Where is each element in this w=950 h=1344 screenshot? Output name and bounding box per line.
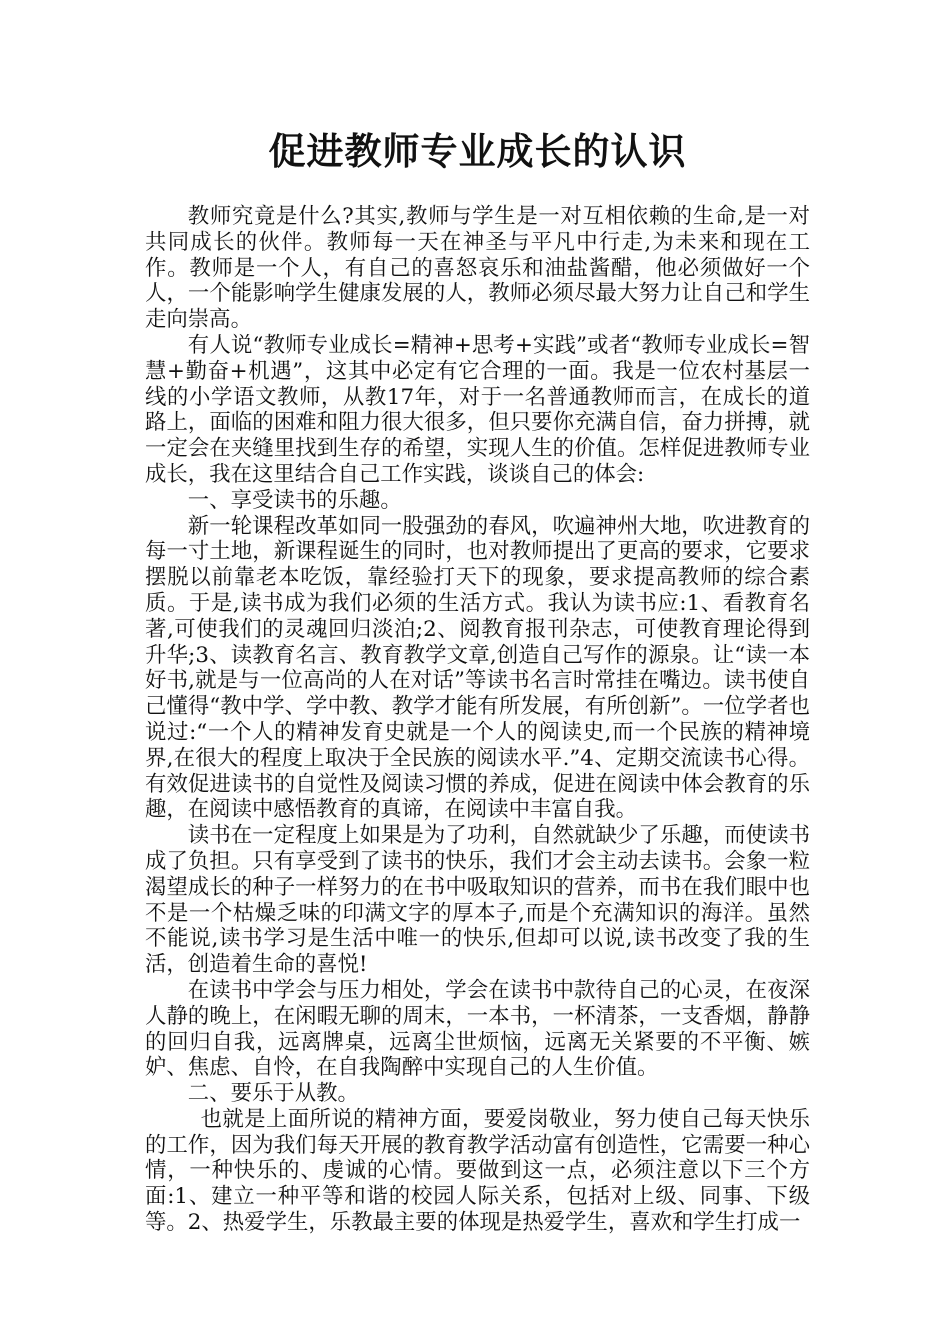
paragraph-opinion: 有人说“教师专业成长=精神+思考+实践”或者“教师专业成长=智慧+勤奋+机遇”，这其中必定有它合理的一面。我是一位农村基层一线的小学语文教师，从教17年，对于一名普通教师而言，在成长的道路上，面临的困难和阻力很大很多，但只要你充满自信，奋力拼搏，就一定会在夹缝里找到生存的希望，实现人生的价值。怎样促进教师专业成长，我在这里结合自己工作实践，谈谈自己的体会: xyxy=(145,332,810,487)
paragraph-reading-pressure: 在读书中学会与压力相处，学会在读书中款待自己的心灵，在夜深人静的晚上，在闲暇无聊的周末，一本书，一杯清茶，一支香烟，静静的回归自我，远离牌桌，远离尘世烦恼，远离无关紧要的不平衡、嫉妒、焦虑、自怜，在自我陶醉中实现自己的人生价值。 xyxy=(145,977,810,1081)
document-title: 促进教师专业成长的认识 xyxy=(268,130,687,173)
paragraph-reading-methods: 新一轮课程改革如同一股强劲的春风，吹遍神州大地，吹进教育的每一寸土地，新课程诞生的同时，也对教师提出了更高的要求，它要求摆脱以前靠老本吃饭，靠经验打天下的现象，要求提高教师的综合素质。于是,读书成为我们必须的生活方式。我认为读书应:1、看教育名著,可使我们的灵魂回归淡泊;2、阅教育报刊杂志，可使教育理论得到升华;3、读教育名言、教育教学文章,创造自己写作的源泉。让“读一本好书,就是与一位高尚的人在对话”等读书名言时常挂在嘴边。读书使自己懂得“教中学、学中教、教学才能有所发展，有所创新”。一位学者也说过:“一个人的精神发育史就是一个人的阅读史,而一个民族的精神境界,在很大的程度上取决于全民族的阅读水平.”4、定期交流读书心得。有效促进读书的自觉性及阅读习惯的养成，促进在阅读中体会教育的乐趣，在阅读中感悟教育的真谛，在阅读中丰富自我。 xyxy=(145,513,810,823)
document-body xyxy=(145,204,810,1236)
section-heading-reading: 一、享受读书的乐趣。 xyxy=(187,487,402,513)
paragraph-teaching-joy: 也就是上面所说的精神方面，要爱岗敬业，努力使自己每天快乐的工作，因为我们每天开展的教育教学活动富有创造性，它需要一种心情，一种快乐的、虔诚的心情。要做到这一点，必须注意以下三个方面:1、建立一种平等和谐的校园人际关系，包括对上级、同事、下级等。2、热爱学生，乐教最主要的体现是热爱学生，喜欢和学生打成一 xyxy=(145,1106,810,1236)
paragraph-reading-joy: 读书在一定程度上如果是为了功利，自然就缺少了乐趣，而使读书成了负担。只有享受到了读书的快乐，我们才会主动去读书。会象一粒渴望成长的种子一样努力的在书中吸取知识的营养，而书在我们眼中也不是一个枯燥乏味的印满文字的厚本子,而是个充满知识的海洋。虽然不能说,读书学习是生活中唯一的快乐,但却可以说,读书改变了我的生活，创造着生命的喜悦! xyxy=(145,823,810,978)
paragraph-intro: 教师究竟是什么?其实,教师与学生是一对互相依赖的生命,是一对共同成长的伙伴。教师每一天在神圣与平凡中行走,为未来和现在工作。教师是一个人，有自己的喜怒哀乐和油盐酱醋，他必须做好一个人，一个能影响学生健康发展的人，教师必须尽最大努力让自己和学生走向崇高。 xyxy=(145,204,810,333)
section-heading-teaching: 二、要乐于从教。 xyxy=(187,1081,359,1107)
